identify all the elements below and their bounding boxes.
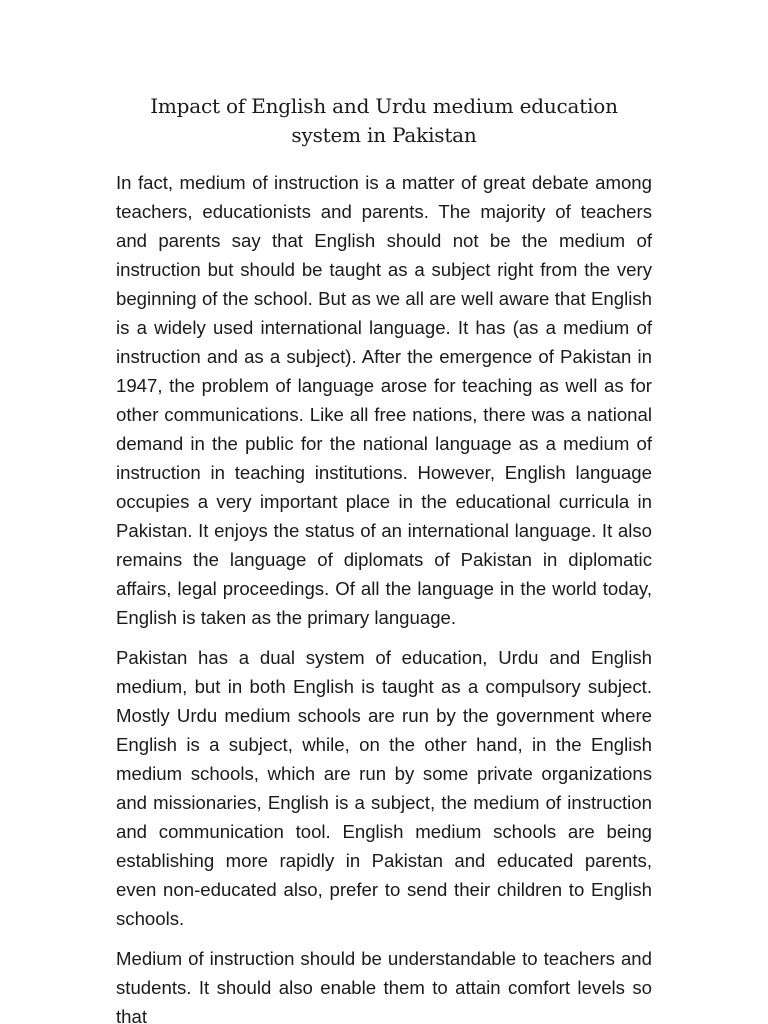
paragraph-2: Pakistan has a dual system of education, Urdu and English medium, but in both English is taught as a compulsory subject. Mostly Urdu medium schools are run by the government where English is a subject, while, on the other hand, in the English medium schools, which are run by some private organizations and missionaries, English is a subject, the medium of instruction and communication tool. English medium schools are being establishing more rapidly in Pakistan and educated parents, even non-educated also, prefer to send their children to English schools. — [116, 647, 652, 929]
paragraph-3: Medium of instruction should be understandable to teachers and students. It should also enable them to attain comfort levels so that — [116, 948, 652, 1024]
document-title: Impact of English and Urdu medium education system in Pakistan — [150, 94, 618, 147]
paragraph-1: In fact, medium of instruction is a matter of great debate among teachers, educationists and parents. The majority of teachers and parents say that English should not be the medium of instruction but should be taught as a subject right from the very beginning of the school. But as we all are well aware that English is a widely used international language. It has (as a medium of instruction and as a subject). After the emergence of Pakistan in 1947, the problem of language arose for teaching as well as for other communications. Like all free nations, there was a national demand in the public for the national language as a medium of instruction in teaching institutions. However, English language occupies a very important place in the educational curricula in Pakistan. It enjoys the status of an international language. It also remains the language of diplomats of Pakistan in diplomatic affairs, legal proceedings. Of all the language in the world today, English is taken as the primary language. — [116, 172, 652, 628]
